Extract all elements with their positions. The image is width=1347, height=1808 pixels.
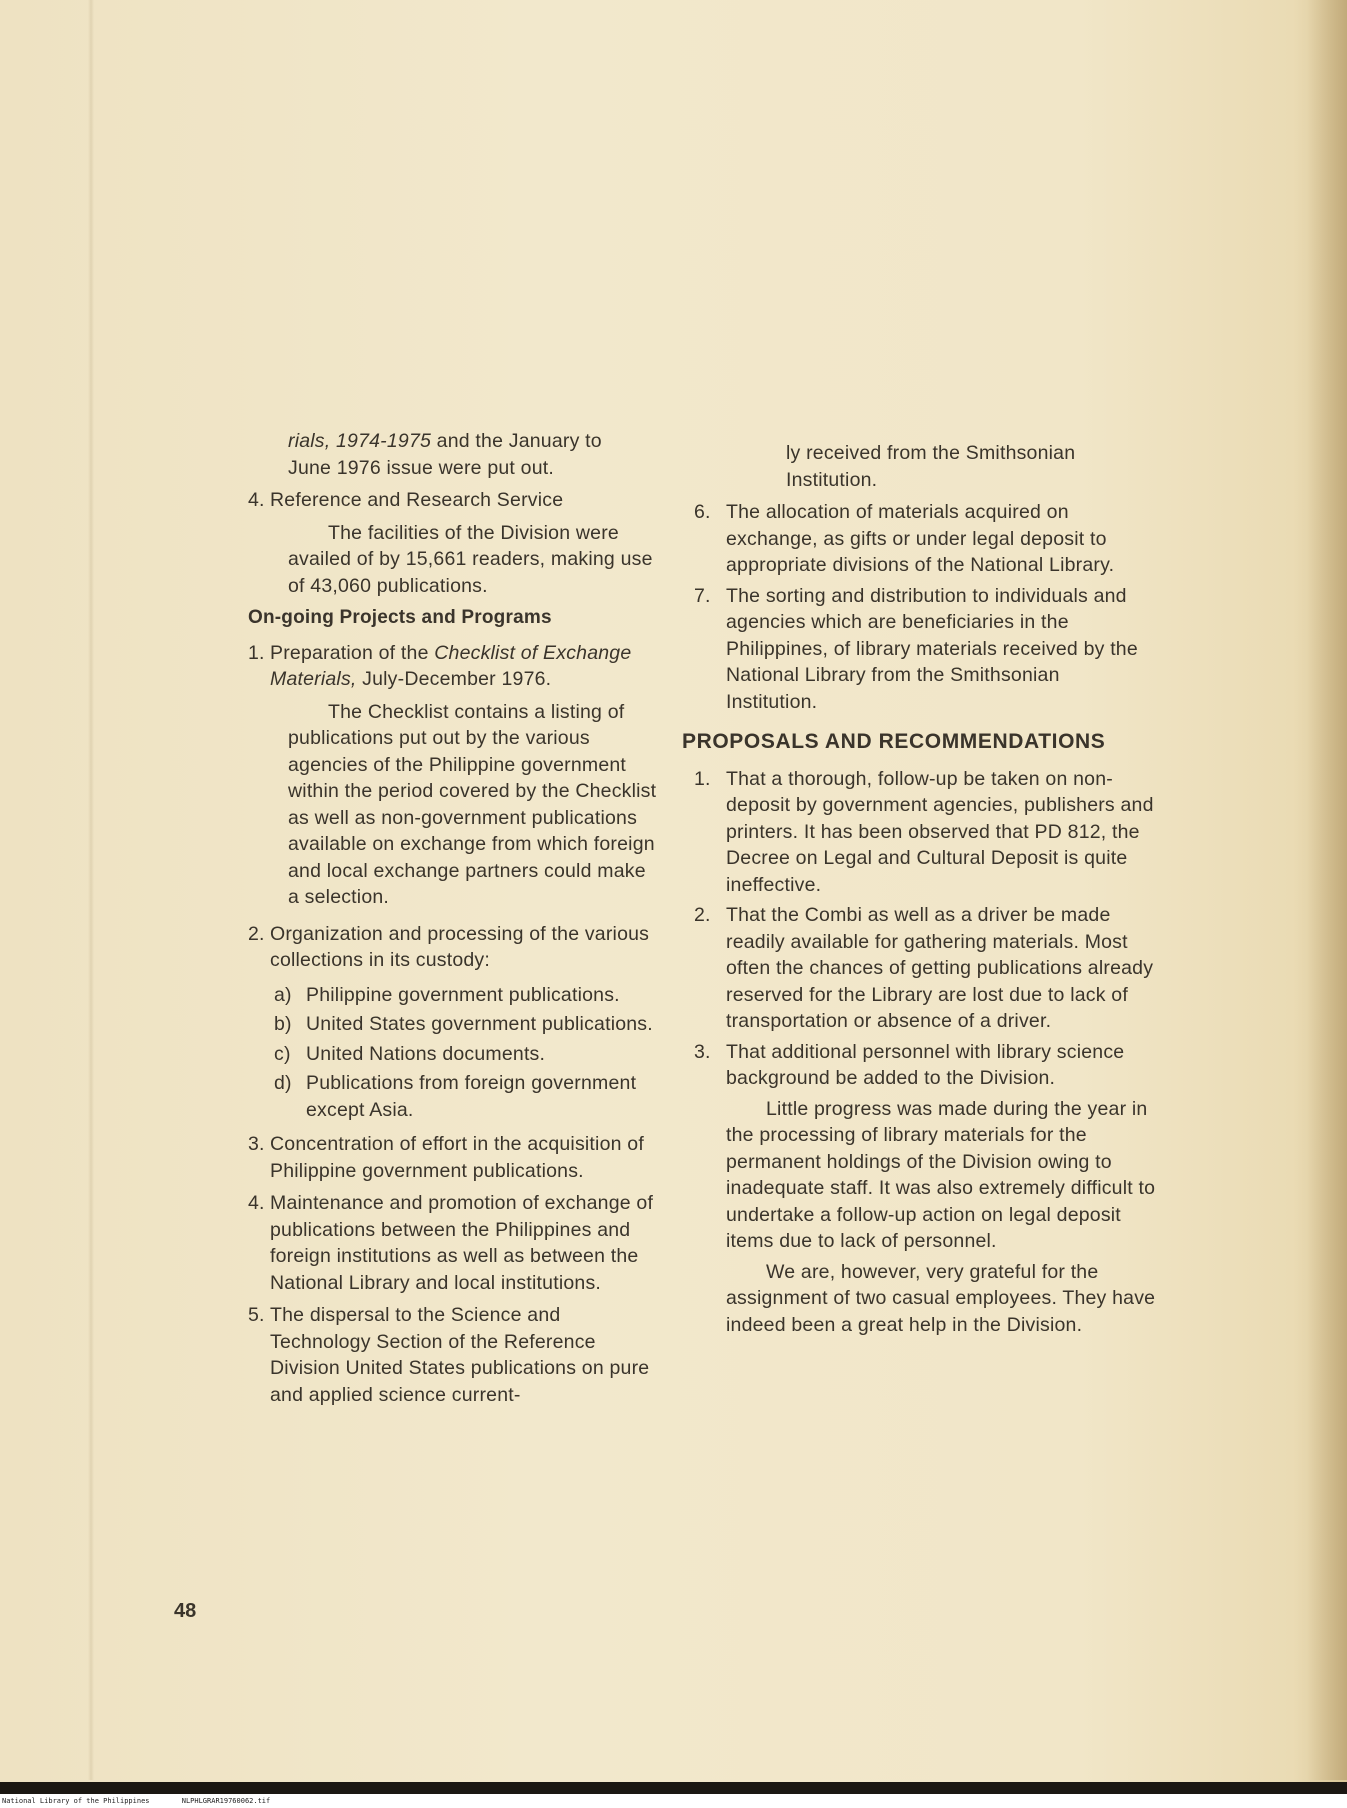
closing-paragraph-1: Little progress was made during the year in the processing of library materials for the permanent holdings of the Division owing to inadequate staff. It was also extremely difficult to undertake a follow-up action on legal deposit items due to lack of personnel.	[726, 1097, 1156, 1252]
intro-rest: and the January to	[431, 430, 602, 452]
subitem-d	[230, 1070, 660, 1123]
item-number: 2.	[694, 904, 711, 926]
intro-italic: rials, 1974-1975	[288, 430, 432, 452]
continuation-text: ly received from the Smithsonian Institution.	[786, 442, 1076, 491]
item-title: Reference and Research Service	[270, 489, 564, 511]
page-edge-shadow	[1307, 0, 1347, 1780]
ongoing-heading: On-going Projects and Programs	[248, 607, 552, 628]
reference-service-body: The facilities of the Division were availed of by 15,661 readers, making use of 43,060 publications.	[288, 521, 653, 597]
item-number: 1.	[694, 767, 711, 790]
ongoing-item-4-text: Maintenance and promotion of exchange of publications between the Philippines and foreign institutions as well as between the National Library and local institutions.	[270, 1192, 654, 1294]
subitem-label: a)	[274, 983, 292, 1006]
item-number: 7.	[694, 584, 711, 607]
subitem-c	[230, 1041, 660, 1068]
subitem-text: United States government publications.	[306, 1013, 653, 1035]
subitem-label: d)	[274, 1072, 292, 1094]
item-number: 3.	[248, 1133, 265, 1155]
item-number: 3.	[694, 1040, 711, 1063]
footer-file: NLPHLGRAR19760062.tif	[181, 1797, 271, 1805]
page-number: 48	[174, 1600, 197, 1622]
right-column	[682, 440, 1156, 1342]
item-number: 4.	[248, 489, 265, 511]
subitem-a	[230, 982, 660, 1009]
item-6-text: The allocation of materials acquired on exchange, as gifts or under legal deposit to appropriate divisions of the National Library.	[726, 501, 1115, 576]
checklist-body: The Checklist contains a listing of publications put out by the various agencies of the Philippine government within the period covered by the Checklist as well as non-government publications available on exchange from which foreign and local exchange partners could make a selection.	[288, 700, 657, 908]
proposal-1	[686, 766, 1156, 899]
subitem-label: b)	[274, 1013, 292, 1035]
ongoing-item-2-text: Organization and processing of the various collections in its custody:	[270, 922, 650, 971]
ongoing-item-1-post: July-December 1976.	[356, 668, 552, 690]
ongoing-item-3-text: Concentration of effort in the acquisition of Philippine government publications.	[270, 1133, 644, 1182]
proposal-3	[686, 1039, 1156, 1092]
ongoing-item-5-text: The dispersal to the Science and Technology Section of the Reference Division United States publications on pure and applied science current-	[270, 1304, 650, 1406]
ongoing-item-1-italic: Checklist of Exchange Materials,	[270, 641, 632, 690]
scan-bottom-band	[0, 1782, 1347, 1794]
subitem-text: Publications from foreign government except Asia.	[306, 1072, 637, 1121]
proposal-2	[686, 902, 1156, 1035]
item-7-text: The sorting and distribution to individuals and agencies which are beneficiaries in the Philippines, of library materials received by the National Library from the Smithsonian Institution.	[726, 584, 1138, 713]
proposal-2-text: That the Combi as well as a driver be made readily available for gathering materials. Most often the chances of getting publications already reserved for the Library are lost due to lack of transportation or absence of a driver.	[726, 904, 1154, 1032]
page-fold-shadow	[88, 0, 94, 1780]
item-6	[686, 499, 1156, 579]
closing-paragraph-2: We are, however, very grateful for the assignment of two casual employees. They have indeed been a great help in the Division.	[726, 1260, 1156, 1336]
subitem-b	[230, 1011, 660, 1038]
subitem-text: Philippine government publications.	[306, 983, 620, 1006]
intro-line-1	[230, 428, 660, 455]
item-number: 2.	[248, 922, 265, 945]
ongoing-item-4	[230, 1190, 660, 1296]
ongoing-item-5	[230, 1302, 660, 1408]
item-7	[686, 583, 1156, 716]
ongoing-item-1-pre: Preparation of the	[270, 641, 435, 664]
left-column	[230, 428, 660, 1414]
ongoing-item-2	[230, 921, 660, 974]
proposal-1-text: That a thorough, follow-up be taken on non-deposit by government agencies, publishers and printers. It has been observed that PD 812, the Decree on Legal and Cultural Deposit is quite ineffective.	[726, 767, 1154, 896]
subitem-text: United Nations documents.	[306, 1042, 546, 1065]
item-number: 5.	[248, 1304, 265, 1326]
ongoing-item-3	[230, 1131, 660, 1184]
ongoing-item-1	[230, 640, 660, 693]
item-number: 1.	[248, 641, 265, 664]
proposal-3-text: That additional personnel with library science background be added to the Division.	[726, 1040, 1125, 1089]
footer-source: National Library of the Philippines	[2, 1797, 150, 1805]
subitem-label: c)	[274, 1042, 291, 1065]
intro-line-2: June 1976 issue were put out.	[288, 456, 554, 479]
scan-footer	[0, 1794, 1347, 1808]
item-number: 4.	[248, 1192, 265, 1214]
item-reference-service	[230, 487, 660, 514]
item-number: 6.	[694, 501, 711, 523]
proposals-heading: PROPOSALS AND RECOMMENDATIONS	[682, 730, 1106, 753]
